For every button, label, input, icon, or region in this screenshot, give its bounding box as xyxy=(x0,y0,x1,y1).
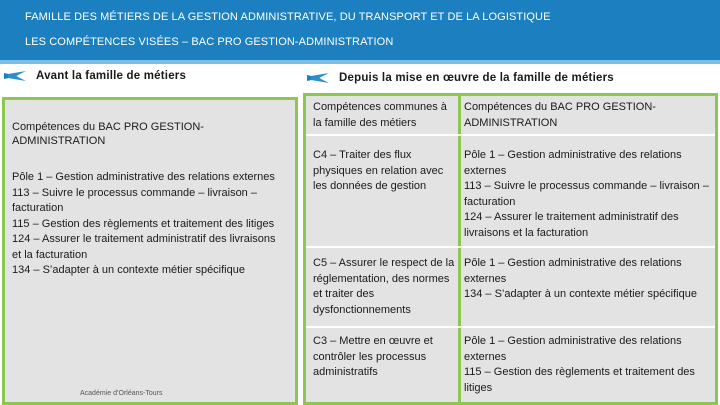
col-header-common: Compétences communes à la famille des métiers xyxy=(313,101,447,129)
list-item: 113 – Suivre le processus commande – livraison – facturation xyxy=(12,186,257,214)
before-competences-box xyxy=(2,97,298,405)
left-box-list xyxy=(12,170,284,279)
academy-footer: Académie d’Orléans-Tours xyxy=(80,390,163,397)
list-item: 134 – S’adapter à un contexte métier spécifique xyxy=(464,288,697,300)
row-divider xyxy=(306,134,715,136)
left-box-title: Compétences du BAC PRO GESTION-ADMINISTRATION xyxy=(12,121,204,147)
header-banner xyxy=(0,0,720,64)
list-item: 134 – S’adapter à un contexte métier spécifique xyxy=(12,264,245,276)
column-divider xyxy=(458,96,461,405)
col-header-bacpro: Compétences du BAC PRO GESTION-ADMINISTRATION xyxy=(464,101,656,129)
list-item: 113 – Suivre le processus commande – livraison – facturation xyxy=(464,180,709,208)
right-section-heading xyxy=(307,72,614,84)
left-heading-text: Avant la famille de métiers xyxy=(36,70,187,82)
table-row-3-details xyxy=(464,334,714,396)
list-item: Pôle 1 – Gestion administrative des relations externes xyxy=(464,335,682,363)
list-item: 115 – Gestion des règlements et traitement des litiges xyxy=(464,366,695,394)
list-item: 124 – Assurer le traitement administratif des livraisons et la facturation xyxy=(464,211,679,239)
table-row-2-details xyxy=(464,256,714,303)
table-row-2-competence: C5 – Assurer le respect de la réglementation, des normes et traiter des dysfonctionnements xyxy=(313,257,455,316)
list-item: Pôle 1 – Gestion administrative des relations externes xyxy=(464,149,682,177)
list-item: Pôle 1 – Gestion administrative des relations externes xyxy=(464,257,682,285)
after-competences-table xyxy=(303,93,718,405)
table-row-1-competence: C4 – Traiter des flux physiques en relation avec les données de gestion xyxy=(313,149,444,192)
table-row-3-competence: C3 – Mettre en œuvre et contrôler les processus administratifs xyxy=(313,335,433,378)
left-section-heading xyxy=(4,70,186,82)
right-heading-text: Depuis la mise en œuvre de la famille de métiers xyxy=(339,72,614,84)
row-divider xyxy=(306,246,715,248)
list-item: 124 – Assurer le traitement administratif des livraisons et la facturation xyxy=(12,233,276,261)
row-divider xyxy=(306,326,715,328)
arrow-icon xyxy=(307,73,329,83)
list-item: Pôle 1 – Gestion administrative des relations externes xyxy=(12,171,275,183)
arrow-icon xyxy=(4,71,26,81)
header-subtitle: LES COMPÉTENCES VISÉES – BAC PRO GESTION-ADMINISTRATION xyxy=(25,36,394,48)
list-item: 115 – Gestion des règlements et traitement des litiges xyxy=(12,217,275,230)
header-title: FAMILLE DES MÉTIERS DE LA GESTION ADMINISTRATIVE, DU TRANSPORT ET DE LA LOGISTIQUE xyxy=(25,11,551,23)
table-row-1-details xyxy=(464,148,714,241)
